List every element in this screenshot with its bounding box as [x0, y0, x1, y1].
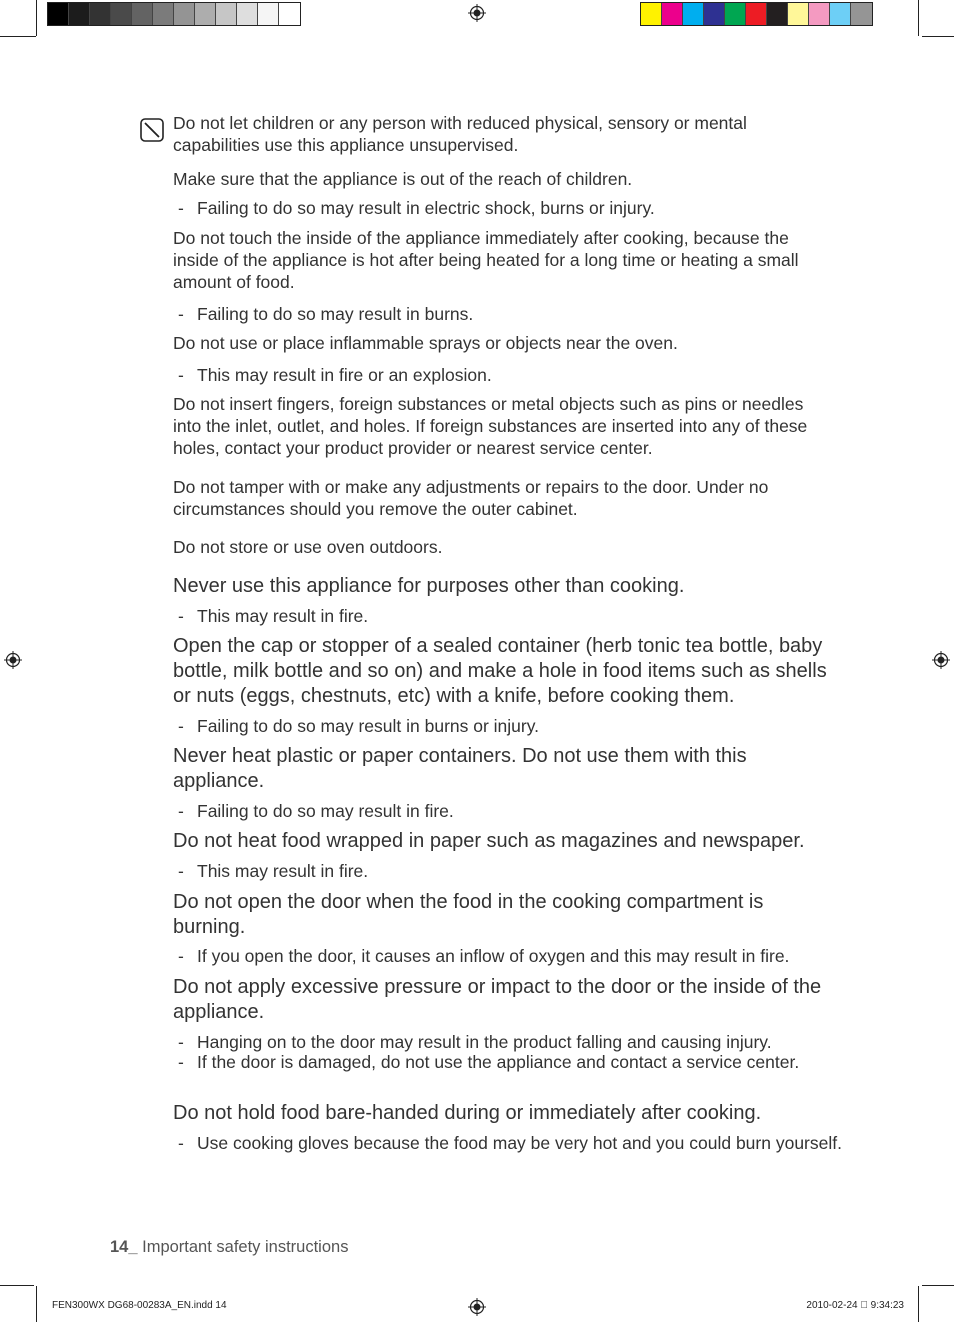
bullet-text: Failing to do so may result in fire. [197, 801, 454, 821]
bullet-text: This may result in fire. [197, 861, 369, 881]
bullet-text: This may result in fire or an explosion. [197, 365, 492, 385]
crop-mark [36, 0, 37, 36]
instruction-paragraph: Do not store or use oven outdoors. [173, 537, 443, 557]
color-swatch [258, 3, 279, 25]
crop-mark [918, 1286, 919, 1322]
bullet-item [173, 1032, 857, 1053]
bullet-dash: - [178, 1032, 184, 1052]
color-swatch [683, 3, 704, 25]
bullet-dash: - [178, 606, 184, 626]
color-swatch [195, 3, 216, 25]
bullet-text: If the door is damaged, do not use the appliance and contact a service center. [197, 1052, 800, 1072]
instruction-heading: Never heat plastic or paper containers. Do not use them with this appliance. [173, 745, 747, 792]
color-swatch [662, 3, 683, 25]
process-color-bar [640, 2, 873, 26]
bullet-dash: - [178, 801, 184, 821]
color-swatch [830, 3, 851, 25]
instruction-heading: Open the cap or stopper of a sealed container (herb tonic tea bottle, baby bottle, milk bottle and so on) and make a hole in food items such as shells or nuts (eggs, chestnuts, etc) with a knife, before cooking them. [173, 635, 827, 707]
grayscale-color-bar [47, 2, 301, 26]
color-swatch [69, 3, 90, 25]
bullet-item [173, 716, 857, 737]
color-swatch [111, 3, 132, 25]
color-swatch [788, 3, 809, 25]
page-footer [110, 1238, 348, 1257]
instruction-paragraph: Do not let children or any person with reduced physical, sensory or mental capabilities use this appliance unsupervised. [173, 113, 747, 155]
instruction-paragraph: Do not insert fingers, foreign substances or metal objects such as pins or needles into the inlet, outlet, and holes. If foreign substances are inserted into any of these holes, contact your product provider or nearest service center. [173, 394, 808, 458]
crop-mark [922, 36, 954, 37]
crop-mark [922, 1285, 954, 1286]
color-swatch [809, 3, 830, 25]
bullet-item [173, 198, 857, 219]
bullet-dash: - [178, 1052, 184, 1072]
slug-timestamp: 2010-02-24   9:34:23 [806, 1300, 904, 1311]
bullet-text: Failing to do so may result in electric shock, burns or injury. [197, 198, 655, 218]
bullet-dash: - [178, 716, 184, 736]
color-swatch [704, 3, 725, 25]
color-swatch [725, 3, 746, 25]
bullet-item [173, 861, 857, 882]
page-number: 14_ [110, 1238, 138, 1256]
bullet-text: Hanging on to the door may result in the product falling and causing injury. [197, 1032, 772, 1052]
bullet-item [173, 1133, 857, 1154]
prohibited-icon [140, 118, 164, 142]
color-swatch [746, 3, 767, 25]
bullet-text: Failing to do so may result in burns. [197, 304, 474, 324]
color-swatch [48, 3, 69, 25]
bullet-dash: - [178, 304, 184, 324]
bullet-item [173, 801, 857, 822]
color-swatch [174, 3, 195, 25]
slug-filename: FEN300WX DG68-00283A_EN.indd 14 [52, 1300, 227, 1311]
bullet-text: Use cooking gloves because the food may be very hot and you could burn yourself. [197, 1133, 842, 1153]
bullet-dash: - [178, 861, 184, 881]
registration-mark-icon [468, 1298, 486, 1316]
bullet-item [173, 946, 857, 967]
color-swatch [237, 3, 258, 25]
crop-mark [0, 36, 36, 37]
color-swatch [216, 3, 237, 25]
instruction-heading: Do not hold food bare-handed during or immediately after cooking. [173, 1102, 762, 1124]
crop-mark [0, 1285, 34, 1286]
bullet-text: If you open the door, it causes an inflow of oxygen and this may result in fire. [197, 946, 790, 966]
instruction-paragraph: Do not touch the inside of the appliance immediately after cooking, because the inside of the appliance is hot after being heated for a long time or heating a small amount of food. [173, 228, 799, 292]
bullet-item [173, 1052, 857, 1073]
instruction-paragraph: Do not tamper with or make any adjustments or repairs to the door. Under no circumstances should you remove the outer cabinet. [173, 477, 769, 519]
instruction-paragraph: Make sure that the appliance is out of the reach of children. [173, 169, 633, 189]
crop-mark [918, 0, 919, 36]
instruction-heading: Do not heat food wrapped in paper such as magazines and newspaper. [173, 830, 805, 852]
registration-mark-icon [468, 4, 486, 22]
color-swatch [641, 3, 662, 25]
bullet-dash: - [178, 946, 184, 966]
section-title: Important safety instructions [137, 1238, 349, 1256]
registration-mark-icon [932, 651, 950, 669]
instruction-heading: Never use this appliance for purposes other than cooking. [173, 575, 685, 597]
color-swatch [851, 3, 872, 25]
bullet-dash: - [178, 365, 184, 385]
instruction-heading: Do not apply excessive pressure or impact to the door or the inside of the appliance. [173, 976, 822, 1023]
color-swatch [132, 3, 153, 25]
color-swatch [279, 3, 300, 25]
crop-mark [36, 1286, 37, 1322]
instruction-heading: Do not open the door when the food in the cooking compartment is burning. [173, 891, 764, 938]
bullet-dash: - [178, 1133, 184, 1153]
registration-mark-icon [4, 651, 22, 669]
bullet-item [173, 365, 857, 386]
instruction-paragraph: Do not use or place inflammable sprays or objects near the oven. [173, 333, 678, 353]
bullet-text: This may result in fire. [197, 606, 369, 626]
color-swatch [767, 3, 788, 25]
color-swatch [153, 3, 174, 25]
bullet-item [173, 304, 857, 325]
bullet-text: Failing to do so may result in burns or injury. [197, 716, 540, 736]
bullet-item [173, 606, 857, 627]
color-swatch [90, 3, 111, 25]
bullet-dash: - [178, 198, 184, 218]
